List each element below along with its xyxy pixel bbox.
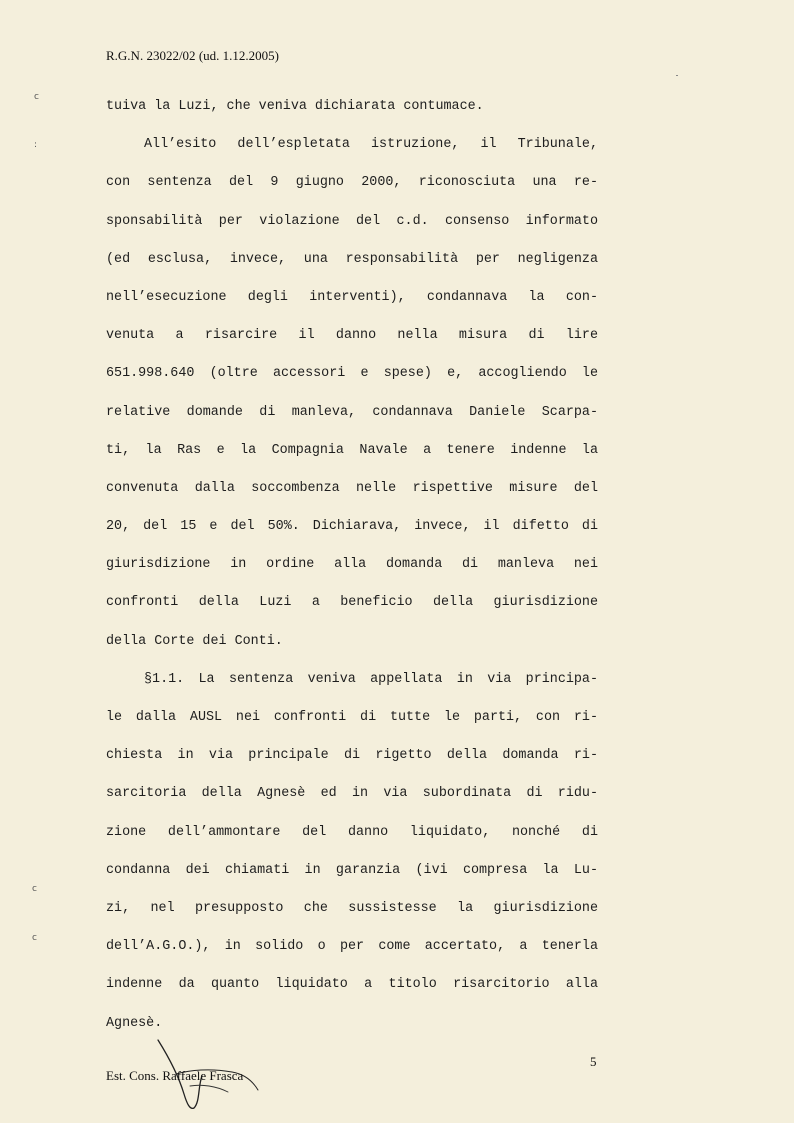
text-line: nell’esecuzione degli interventi), condannava la con-	[106, 289, 598, 305]
text-line: della Corte dei Conti.	[106, 633, 283, 649]
text-line: ti, la Ras e la Compagnia Navale a tenere indenne la	[106, 442, 598, 458]
document-footer	[106, 1068, 243, 1084]
margin-mark: c	[34, 92, 39, 102]
text-line: condanna dei chiamati in garanzia (ivi compresa la Lu-	[106, 862, 598, 878]
text-line: dell’A.G.O.), in solido o per come accertato, a tenerla	[106, 939, 598, 955]
text-line: sarcitoria della Agnesè ed in via subordinata di ridu-	[106, 786, 598, 802]
margin-mark: c	[32, 933, 37, 943]
text-line: All’esito dell’espletata istruzione, il Tribunale,	[144, 137, 598, 153]
text-line: 20, del 15 e del 50%. Dichiarava, invece, il difetto di	[106, 519, 598, 535]
text-line: indenne da quanto liquidato a titolo risarcitorio alla	[106, 977, 598, 993]
text-line: sponsabilità per violazione del c.d. consenso informato	[106, 213, 598, 229]
author-signature-line: Est. Cons. Raffaele Frasca	[106, 1068, 244, 1083]
hearing-date: (ud. 1.12.2005)	[198, 48, 279, 63]
text-line: Agnesè.	[106, 1015, 163, 1031]
scan-speck	[676, 75, 678, 76]
text-line: confronti della Luzi a beneficio della giurisdizione	[106, 595, 598, 611]
page-number: 5	[590, 1054, 597, 1069]
text-line: §1.1. La sentenza veniva appellata in via principa-	[144, 671, 598, 687]
document-body	[106, 88, 598, 1043]
text-line: zi, nel presupposto che sussistesse la giurisdizione	[106, 900, 598, 916]
text-line: zione dell’ammontare del danno liquidato, nonché di	[106, 824, 598, 840]
text-line: chiesta in via principale di rigetto della domanda ri-	[106, 748, 598, 764]
text-line: convenuta dalla soccombenza nelle rispettive misure del	[106, 480, 598, 496]
text-line: (ed esclusa, invece, una responsabilità per negligenza	[106, 251, 598, 267]
margin-mark: :	[34, 140, 38, 150]
margin-mark: c	[32, 884, 37, 894]
text-line: 651.998.640 (oltre accessori e spese) e, accogliendo le	[106, 366, 598, 382]
text-line: giurisdizione in ordine alla domanda di manleva nei	[106, 557, 598, 573]
text-line: relative domande di manleva, condannava Daniele Scarpa-	[106, 404, 598, 420]
page-header	[106, 48, 279, 64]
text-line: le dalla AUSL nei confronti di tutte le parti, con ri-	[106, 710, 598, 725]
text-line: tuiva la Luzi, che veniva dichiarata contumace.	[106, 99, 484, 114]
text-line: venuta a risarcire il danno nella misura di lire	[106, 328, 598, 344]
text-line: con sentenza del 9 giugno 2000, riconosciuta una re-	[106, 175, 598, 191]
case-reference: R.G.N. 23022/02	[106, 48, 196, 63]
